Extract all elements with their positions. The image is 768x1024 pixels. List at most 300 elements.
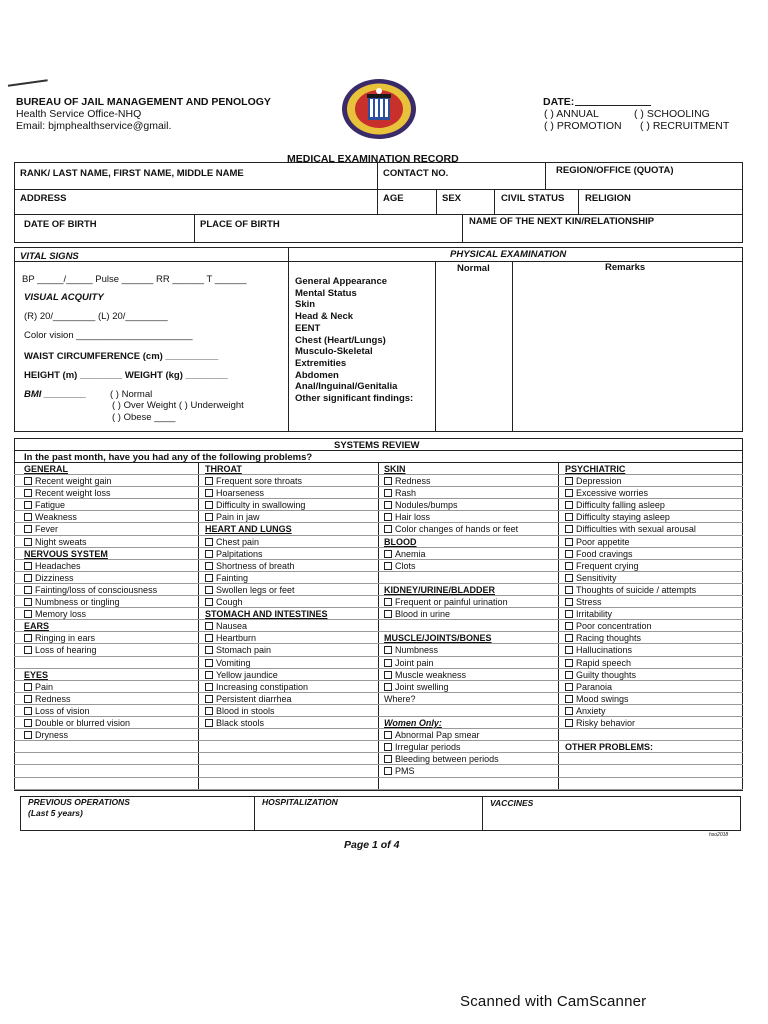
section-heading: OTHER PROBLEMS: [565, 742, 654, 753]
symptom-checkbox-item[interactable] [205, 705, 328, 717]
symptom-label: Color changes of hands or feet [395, 524, 519, 535]
symptom-checkbox-item[interactable] [205, 511, 328, 523]
symptom-checkbox-item[interactable] [384, 644, 518, 656]
symptom-checkbox-item[interactable] [24, 705, 157, 717]
exam-item: EENT [295, 322, 321, 334]
symptom-checkbox-item[interactable] [24, 644, 157, 656]
form-title: MEDICAL EXAMINATION RECORD [287, 153, 459, 165]
checkbox-icon[interactable] [565, 477, 573, 485]
remarks-header: Remarks [605, 262, 646, 273]
symptom-label: Numbness or tingling [35, 597, 120, 608]
symptom-label: Difficulty falling asleep [576, 500, 665, 511]
symptom-label: Anemia [395, 548, 426, 559]
checkbox-icon[interactable] [205, 622, 213, 630]
checkbox-icon[interactable] [384, 598, 392, 606]
checkbox-icon[interactable] [24, 513, 32, 521]
symptom-label: Redness [395, 476, 431, 487]
symptom-label: Excessive worries [576, 488, 649, 499]
exam-item: Musculo-Skeletal [295, 346, 373, 358]
symptom-label: Frequent or painful urination [395, 597, 508, 608]
option-schooling[interactable]: ( ) SCHOOLING [634, 108, 710, 120]
field-religion[interactable]: RELIGION [585, 193, 631, 204]
field-rank-name[interactable]: RANK/ LAST NAME, FIRST NAME, MIDDLE NAME [20, 168, 244, 179]
symptom-checkbox-item[interactable] [384, 499, 518, 511]
checkbox-icon[interactable] [384, 489, 392, 497]
symptom-checkbox-item[interactable] [565, 572, 696, 584]
symptom-label: Irritability [576, 609, 613, 620]
checkbox-icon[interactable] [565, 683, 573, 691]
checkbox-icon[interactable] [384, 767, 392, 775]
symptom-label: Blood in stools [216, 705, 275, 716]
exam-item: Head & Neck [295, 311, 354, 323]
checkbox-icon[interactable] [565, 501, 573, 509]
symptom-label: Dizziness [35, 572, 74, 583]
symptom-checkbox-item[interactable] [384, 669, 518, 681]
option-recruitment[interactable]: ( ) RECRUITMENT [640, 120, 730, 132]
checkbox-icon[interactable] [565, 538, 573, 546]
checkbox-icon[interactable] [384, 755, 392, 763]
symptom-checkbox-item[interactable] [205, 681, 328, 693]
checkbox-icon[interactable] [205, 574, 213, 582]
checkbox-icon[interactable] [24, 707, 32, 715]
checkbox-icon[interactable] [384, 513, 392, 521]
symptom-label: Night sweats [35, 536, 87, 547]
exam-item: Other significant findings: [295, 393, 414, 405]
checkbox-icon[interactable] [205, 538, 213, 546]
symptom-label: Weakness [35, 512, 77, 523]
symptom-checkbox-item[interactable] [205, 487, 328, 499]
option-annual[interactable]: ( ) ANNUAL [544, 108, 599, 120]
symptom-checkbox-item[interactable] [205, 632, 328, 644]
symptom-label: Redness [35, 693, 71, 704]
checkbox-icon[interactable] [384, 525, 392, 533]
symptom-checkbox-item[interactable] [24, 487, 157, 499]
last-5-years-label: (Last 5 years) [28, 808, 83, 818]
bmi-over-under[interactable]: ( ) Over Weight ( ) Underweight [112, 400, 244, 411]
symptom-checkbox-item[interactable] [565, 536, 696, 548]
checkbox-icon[interactable] [384, 743, 392, 751]
symptom-checkbox-item[interactable] [205, 596, 328, 608]
symptom-checkbox-item[interactable] [384, 511, 518, 523]
checkbox-icon[interactable] [24, 646, 32, 654]
exam-item: Extremities [295, 357, 347, 369]
symptom-label: Difficulty staying asleep [576, 512, 670, 523]
symptom-checkbox-item[interactable] [565, 693, 696, 705]
blank-row: Where? [384, 693, 416, 704]
symptom-checkbox-item[interactable] [205, 475, 328, 487]
field-contact[interactable]: CONTACT NO. [383, 168, 449, 179]
checkbox-icon[interactable] [205, 646, 213, 654]
symptom-checkbox-item[interactable] [384, 548, 518, 560]
symptom-checkbox-item[interactable] [565, 584, 696, 596]
symptom-checkbox-item[interactable] [24, 499, 157, 511]
symptom-label: Poor appetite [576, 536, 630, 547]
checkbox-icon[interactable] [24, 538, 32, 546]
checkbox-icon[interactable] [384, 562, 392, 570]
checkbox-icon[interactable] [205, 707, 213, 715]
symptom-checkbox-item[interactable] [205, 693, 328, 705]
symptom-label: Cough [216, 597, 243, 608]
symptom-checkbox-item[interactable] [565, 657, 696, 669]
symptom-checkbox-item[interactable] [565, 608, 696, 620]
checkbox-icon[interactable] [565, 659, 573, 667]
symptom-checkbox-item[interactable] [565, 644, 696, 656]
normal-header: Normal [457, 263, 490, 274]
checkbox-icon[interactable] [24, 501, 32, 509]
field-pob[interactable]: PLACE OF BIRTH [200, 219, 280, 230]
section-heading: GENERAL [24, 464, 69, 474]
hospitalization-label[interactable]: HOSPITALIZATION [262, 797, 338, 807]
checkbox-icon[interactable] [205, 598, 213, 606]
checkbox-icon[interactable] [565, 513, 573, 521]
symptom-checkbox-item[interactable] [565, 620, 696, 632]
vaccines-label[interactable]: VACCINES [490, 798, 534, 808]
checkbox-icon[interactable] [384, 477, 392, 485]
symptom-checkbox-item[interactable] [565, 487, 696, 499]
symptom-label: Rapid speech [576, 657, 632, 668]
checkbox-icon[interactable] [565, 707, 573, 715]
checkbox-icon[interactable] [565, 719, 573, 727]
checkbox-icon[interactable] [384, 683, 392, 691]
exam-item: Chest (Heart/Lungs) [295, 334, 386, 346]
office-name: Health Service Office-NHQ [16, 108, 142, 120]
symptom-checkbox-item[interactable] [565, 717, 696, 729]
symptom-checkbox-item[interactable] [565, 632, 696, 644]
symptom-checkbox-item[interactable] [205, 644, 328, 656]
section-heading: STOMACH AND INTESTINES [205, 609, 328, 620]
symptom-checkbox-item[interactable] [565, 523, 696, 535]
blank-row [384, 705, 518, 717]
blank-row [384, 620, 518, 632]
symptom-label: Memory loss [35, 609, 87, 620]
symptom-checkbox-item[interactable] [205, 669, 328, 681]
symptom-checkbox-item[interactable] [384, 560, 518, 572]
symptom-label: Sensitivity [576, 572, 617, 583]
checkbox-icon[interactable] [24, 634, 32, 642]
checkbox-icon[interactable] [565, 671, 573, 679]
symptom-checkbox-item[interactable] [384, 523, 518, 535]
symptom-checkbox-item[interactable] [24, 681, 157, 693]
waist-line[interactable]: WAIST CIRCUMFERENCE (cm) __________ [24, 351, 219, 362]
checkbox-icon[interactable] [384, 731, 392, 739]
checkbox-icon[interactable] [205, 634, 213, 642]
symptom-label: Racing thoughts [576, 633, 642, 644]
symptom-label: Dryness [35, 730, 69, 741]
checkbox-icon[interactable] [24, 574, 32, 582]
symptom-checkbox-item[interactable] [384, 681, 518, 693]
checkbox-icon[interactable] [205, 671, 213, 679]
vital-bp-line[interactable]: BP _____/_____ Pulse ______ RR ______ T ______ [22, 274, 247, 285]
symptom-checkbox-item[interactable] [24, 717, 157, 729]
checkbox-icon[interactable] [205, 659, 213, 667]
symptom-label: Rash [395, 488, 417, 499]
checkbox-icon[interactable] [24, 489, 32, 497]
symptom-label: Pain in jaw [216, 512, 260, 523]
symptom-label: Fatigue [35, 500, 66, 511]
checkbox-icon[interactable] [565, 586, 573, 594]
field-region[interactable]: REGION/OFFICE (QUOTA) [556, 165, 674, 176]
visual-acuity-line[interactable]: (R) 20/________ (L) 20/________ [24, 311, 168, 322]
symptom-label: Recent weight gain [35, 476, 112, 487]
symptom-checkbox-item[interactable] [565, 669, 696, 681]
symptom-checkbox-item[interactable] [384, 765, 518, 777]
symptom-label: Thoughts of suicide / attempts [576, 584, 697, 595]
symptom-label: Hoarseness [216, 488, 265, 499]
exam-item: General Appearance [295, 276, 388, 287]
symptom-label: Joint swelling [395, 681, 449, 692]
symptom-label: Palpitations [216, 548, 263, 559]
symptom-checkbox-item[interactable] [24, 523, 157, 535]
field-address[interactable]: ADDRESS [20, 193, 67, 204]
symptom-label: Chest pain [216, 536, 260, 547]
symptom-checkbox-item[interactable] [384, 729, 518, 741]
symptom-checkbox-item[interactable] [565, 596, 696, 608]
systems-col-throat [205, 463, 328, 729]
visual-acuity-title: VISUAL ACQUITY [24, 292, 104, 303]
agency-name: BUREAU OF JAIL MANAGEMENT AND PENOLOGY [16, 96, 271, 108]
section-heading: EARS [24, 621, 50, 632]
symptom-label: Blood in urine [395, 609, 451, 620]
symptom-label: Fainting/loss of consciousness [35, 584, 158, 595]
section-heading: PSYCHIATRIC [565, 464, 626, 474]
section-heading: THROAT [205, 464, 242, 474]
symptom-label: Depression [576, 476, 622, 487]
checkbox-icon[interactable] [205, 586, 213, 594]
symptom-label: Loss of vision [35, 705, 90, 716]
symptom-checkbox-item[interactable] [565, 548, 696, 560]
exam-item: Abdomen [295, 369, 339, 381]
symptom-checkbox-item[interactable] [565, 705, 696, 717]
symptom-checkbox-item[interactable] [384, 741, 518, 753]
checkbox-icon[interactable] [24, 695, 32, 703]
symptom-label: Recent weight loss [35, 488, 111, 499]
checkbox-icon[interactable] [24, 477, 32, 485]
symptom-checkbox-item[interactable] [565, 681, 696, 693]
row-divider [14, 764, 743, 765]
bmi-obese[interactable]: ( ) Obese ____ [112, 412, 176, 423]
checkbox-icon[interactable] [384, 610, 392, 618]
section-heading: BLOOD [384, 536, 417, 547]
checkbox-icon[interactable] [565, 525, 573, 533]
symptom-checkbox-item[interactable] [205, 499, 328, 511]
row-divider [14, 789, 743, 790]
systems-question: In the past month, have you had any of the following problems? [24, 452, 313, 463]
checkbox-icon[interactable] [565, 695, 573, 703]
symptom-label: Increasing constipation [216, 681, 309, 692]
symptom-checkbox-item[interactable] [205, 584, 328, 596]
checkbox-icon[interactable] [205, 477, 213, 485]
symptom-label: Nodules/bumps [395, 500, 458, 511]
symptom-label: Frequent sore throats [216, 476, 303, 487]
field-civil-status[interactable]: CIVIL STATUS [501, 193, 565, 204]
symptom-checkbox-item[interactable] [384, 753, 518, 765]
bmi-line[interactable]: BMI ________ [24, 389, 87, 400]
checkbox-icon[interactable] [24, 610, 32, 618]
symptom-label: Guilty thoughts [576, 669, 637, 680]
symptom-label: Hallucinations [576, 645, 633, 656]
symptom-label: Stress [576, 597, 602, 608]
systems-col-skin [384, 463, 518, 777]
pen-mark [8, 79, 48, 90]
field-dob[interactable]: DATE OF BIRTH [24, 219, 97, 230]
symptom-checkbox-item[interactable] [24, 729, 157, 741]
checkbox-icon[interactable] [24, 683, 32, 691]
symptom-label: Risky behavior [576, 717, 636, 728]
section-heading: Women Only: [384, 717, 442, 728]
checkbox-icon[interactable] [384, 501, 392, 509]
symptom-label: Irregular periods [395, 742, 461, 753]
field-sex[interactable]: SEX [442, 193, 462, 204]
section-heading: SKIN [384, 464, 406, 474]
symptom-checkbox-item[interactable] [205, 717, 328, 729]
symptom-checkbox-item[interactable] [384, 596, 518, 608]
symptom-label: Black stools [216, 717, 265, 728]
checkbox-icon[interactable] [384, 671, 392, 679]
section-heading: EYES [24, 669, 49, 680]
section-heading: KIDNEY/URINE/BLADDER [384, 584, 496, 595]
checkbox-icon[interactable] [24, 598, 32, 606]
symptom-label: Swollen legs or feet [216, 584, 295, 595]
symptom-label: Nausea [216, 621, 248, 632]
checkbox-icon[interactable] [24, 731, 32, 739]
section-heading: NERVOUS SYSTEM [24, 548, 108, 559]
field-age[interactable]: AGE [383, 193, 404, 204]
symptom-checkbox-item[interactable] [24, 475, 157, 487]
checkbox-icon[interactable] [205, 695, 213, 703]
symptom-label: Loss of hearing [35, 645, 97, 656]
symptom-checkbox-item[interactable] [384, 475, 518, 487]
physical-exam-title: PHYSICAL EXAMINATION [450, 249, 567, 260]
checkbox-icon[interactable] [205, 683, 213, 691]
symptom-checkbox-item[interactable] [24, 584, 157, 596]
symptom-label: Double or blurred vision [35, 717, 131, 728]
symptom-label: Poor concentration [576, 621, 652, 632]
page-number: Page 1 of 4 [344, 839, 400, 851]
symptom-label: Ringing in ears [35, 633, 96, 644]
symptom-checkbox-item[interactable] [205, 657, 328, 669]
symptom-checkbox-item[interactable] [384, 608, 518, 620]
symptom-checkbox-item[interactable] [24, 511, 157, 523]
systems-col-general [24, 463, 157, 741]
blank-row [565, 729, 696, 741]
symptom-checkbox-item[interactable] [205, 536, 328, 548]
checkbox-icon[interactable] [565, 598, 573, 606]
checkbox-icon[interactable] [384, 659, 392, 667]
symptom-checkbox-item[interactable] [24, 693, 157, 705]
checkbox-icon[interactable] [24, 719, 32, 727]
checkbox-icon[interactable] [565, 610, 573, 618]
exam-item: Mental Status [295, 287, 357, 299]
section-heading: HEART AND LUNGS [205, 524, 292, 535]
checkbox-icon[interactable] [205, 501, 213, 509]
symptom-label: Clots [395, 560, 416, 571]
symptom-label: Difficulties with sexual arousal [576, 524, 696, 535]
exam-item: Skin [295, 299, 316, 311]
field-next-kin[interactable]: NAME OF THE NEXT KIN/RELATIONSHIP [469, 216, 655, 227]
checkbox-icon[interactable] [205, 562, 213, 570]
symptom-label: Shortness of breath [216, 560, 295, 571]
symptom-checkbox-item[interactable] [24, 536, 157, 548]
symptom-label: Stomach pain [216, 645, 272, 656]
checkbox-icon[interactable] [24, 525, 32, 533]
symptom-checkbox-item[interactable] [205, 560, 328, 572]
checkbox-icon[interactable] [384, 646, 392, 654]
color-vision-line[interactable]: Color vision ______________________ [24, 330, 193, 341]
checkbox-icon[interactable] [24, 562, 32, 570]
symptom-label: Bleeding between periods [395, 754, 499, 765]
symptom-checkbox-item[interactable] [384, 657, 518, 669]
form-code: hso2018 [709, 832, 729, 838]
checkbox-icon[interactable] [565, 646, 573, 654]
checkbox-icon[interactable] [565, 574, 573, 582]
checkbox-icon[interactable] [565, 622, 573, 630]
checkbox-icon[interactable] [205, 550, 213, 558]
symptom-label: Joint pain [395, 657, 434, 668]
symptom-checkbox-item[interactable] [565, 560, 696, 572]
checkbox-icon[interactable] [24, 586, 32, 594]
checkbox-icon[interactable] [205, 513, 213, 521]
checkbox-icon[interactable] [205, 719, 213, 727]
symptom-label: Headaches [35, 560, 81, 571]
symptom-label: Frequent crying [576, 560, 639, 571]
date-line[interactable] [575, 105, 651, 106]
symptom-checkbox-item[interactable] [205, 620, 328, 632]
height-weight-line[interactable]: HEIGHT (m) ________ WEIGHT (kg) ________ [24, 370, 228, 381]
checkbox-icon[interactable] [565, 562, 573, 570]
row-divider [14, 777, 743, 778]
symptom-label: Difficulty in swallowing [216, 500, 306, 511]
symptom-label: Abnormal Pap smear [395, 730, 480, 741]
symptom-checkbox-item[interactable] [384, 487, 518, 499]
blank-row [24, 657, 157, 669]
symptom-label: PMS [395, 766, 415, 777]
symptom-checkbox-item[interactable] [24, 608, 157, 620]
bmi-normal[interactable]: ( ) Normal [110, 389, 153, 400]
symptom-checkbox-item[interactable] [565, 499, 696, 511]
symptom-label: Hair loss [395, 512, 431, 523]
symptom-checkbox-item[interactable] [24, 596, 157, 608]
symptom-label: Vomiting [216, 657, 251, 668]
symptom-label: Fainting [216, 572, 249, 583]
symptom-checkbox-item[interactable] [24, 632, 157, 644]
option-promotion[interactable]: ( ) PROMOTION [544, 120, 622, 132]
symptom-label: Anxiety [576, 705, 606, 716]
vitals-title: VITAL SIGNS [20, 251, 79, 262]
symptom-checkbox-item[interactable] [24, 560, 157, 572]
systems-col-psychiatric [565, 463, 696, 753]
checkbox-icon[interactable] [565, 489, 573, 497]
symptom-checkbox-item[interactable] [205, 548, 328, 560]
blank-row [384, 572, 518, 584]
symptom-checkbox-item[interactable] [565, 511, 696, 523]
checkbox-icon[interactable] [384, 550, 392, 558]
physical-exam-items [295, 276, 413, 405]
symptom-label: Paranoia [576, 681, 613, 692]
symptom-checkbox-item[interactable] [565, 475, 696, 487]
symptom-checkbox-item[interactable] [205, 572, 328, 584]
symptom-label: Mood swings [576, 693, 629, 704]
symptom-label: Fever [35, 524, 59, 535]
exam-item: Anal/Inguinal/Genitalia [295, 381, 398, 393]
checkbox-icon[interactable] [565, 550, 573, 558]
symptom-checkbox-item[interactable] [24, 572, 157, 584]
symptom-label: Food cravings [576, 548, 633, 559]
checkbox-icon[interactable] [565, 634, 573, 642]
checkbox-icon[interactable] [205, 489, 213, 497]
previous-operations-label[interactable]: PREVIOUS OPERATIONS [28, 797, 130, 807]
systems-title: SYSTEMS REVIEW [334, 440, 420, 451]
symptom-label: Heartburn [216, 633, 257, 644]
